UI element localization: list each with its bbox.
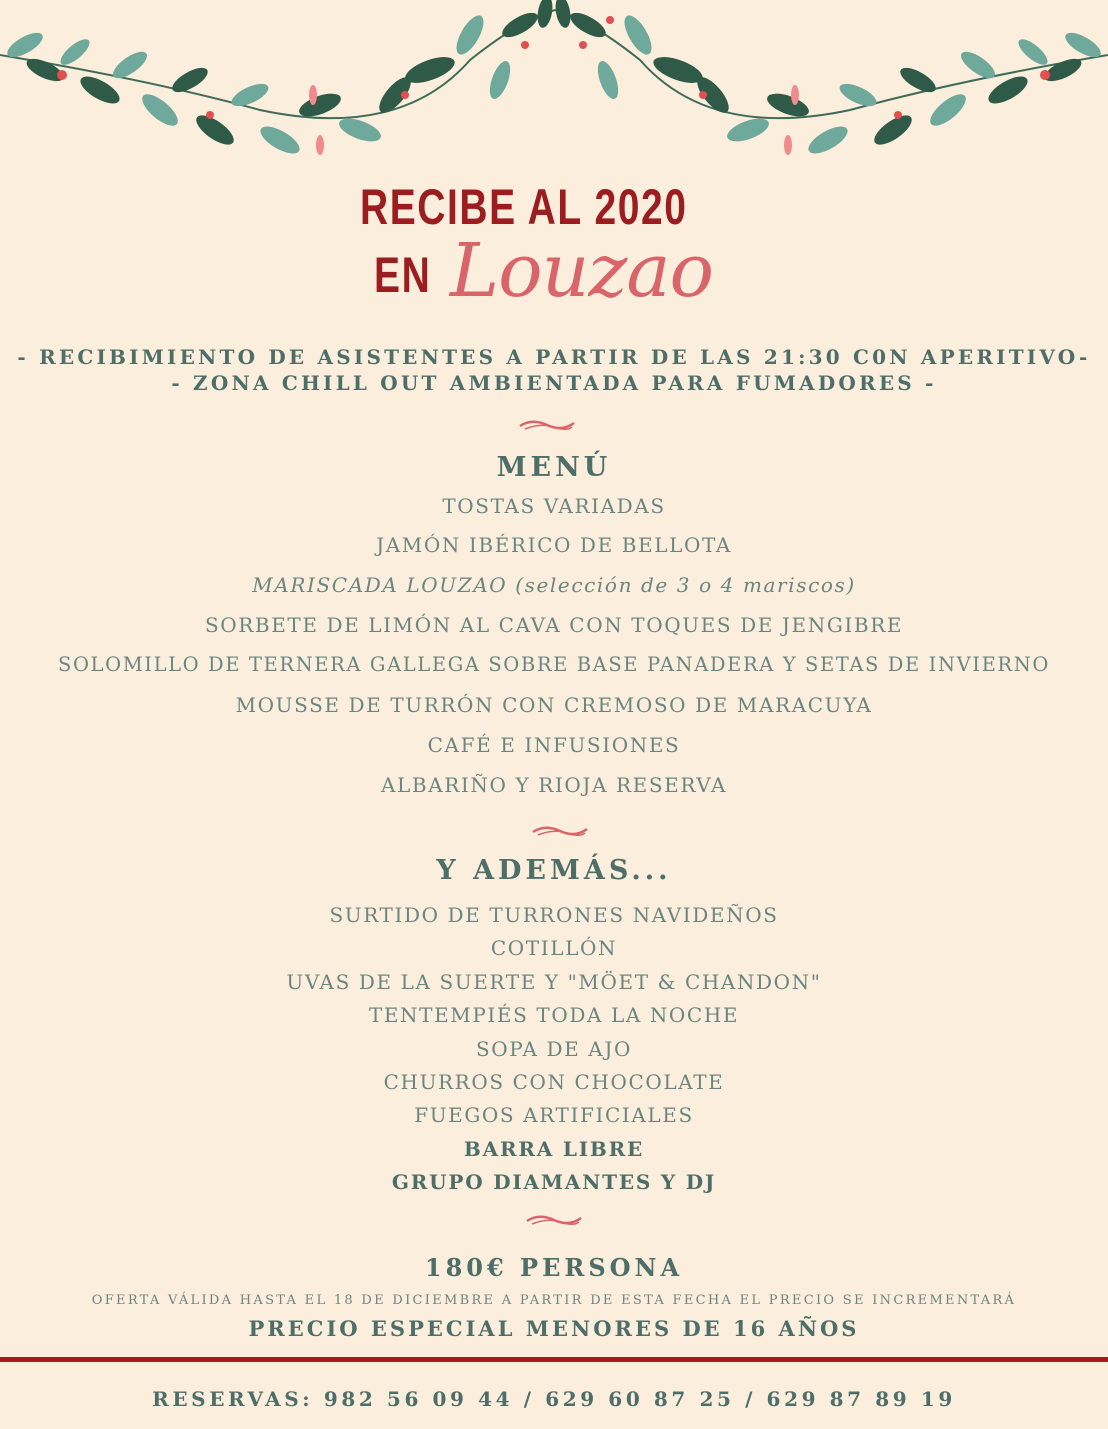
menu-heading: MENÚ	[496, 452, 612, 483]
menu-item: ALBARIÑO Y RIOJA RESERVA	[380, 773, 728, 797]
title-line-1: RECIBE AL 2020	[360, 179, 688, 235]
extras-item: COTILLÓN	[490, 936, 618, 960]
flourish-divider	[517, 416, 577, 434]
reservations-phones: RESERVAS: 982 56 09 44 / 629 60 87 25 / 629 87 89 19	[152, 1387, 956, 1411]
price-note: OFERTA VÁLIDA HASTA EL 18 DE DICIEMBRE A PARTIR DE ESTA FECHA EL PRECIO SE INCREMENTARÁ	[91, 1293, 1017, 1308]
footer-rule	[0, 1357, 1108, 1362]
garland-decoration	[0, 0, 1108, 170]
extras-item: UVAS DE LA SUERTE Y "MÖET & CHANDON"	[286, 970, 822, 994]
price-main: 180€ PERSONA	[424, 1253, 684, 1282]
flourish-divider	[524, 1211, 584, 1229]
extras-heading: Y ADEMÁS...	[436, 855, 672, 886]
title-line-2-prefix: EN	[374, 247, 432, 303]
intro-line-2: - ZONA CHILL OUT AMBIENTADA PARA FUMADORES -	[171, 371, 937, 395]
menu-item: SOLOMILLO DE TERNERA GALLEGA SOBRE BASE PANADERA Y SETAS DE INVIERNO	[58, 653, 1050, 676]
extras-item: SOPA DE AJO	[476, 1037, 632, 1061]
extras-item: CHURROS CON CHOCOLATE	[383, 1070, 725, 1094]
menu-item: CAFÉ E INFUSIONES	[427, 733, 681, 757]
price-special: PRECIO ESPECIAL MENORES DE 16 AÑOS	[248, 1316, 860, 1341]
title-script-name: Louzao	[450, 228, 714, 314]
menu-item: MARISCADA LOUZAO (selección de 3 o 4 mariscos)	[252, 573, 856, 597]
extras-bold-item: GRUPO DIAMANTES Y DJ	[391, 1170, 717, 1194]
extras-bold-item: BARRA LIBRE	[463, 1137, 645, 1161]
extras-item: SURTIDO DE TURRONES NAVIDEÑOS	[329, 903, 779, 927]
menu-item: TOSTAS VARIADAS	[442, 494, 666, 518]
extras-item: TENTEMPIÉS TODA LA NOCHE	[368, 1003, 740, 1027]
intro-line-1: - RECIBIMIENTO DE ASISTENTES A PARTIR DE LAS 21:30 C0N APERITIVO-	[17, 345, 1091, 369]
menu-item: MOUSSE DE TURRÓN CON CREMOSO DE MARACUYA	[235, 693, 873, 717]
flourish-divider	[530, 822, 590, 840]
menu-item: SORBETE DE LIMÓN AL CAVA CON TOQUES DE JENGIBRE	[204, 613, 904, 637]
extras-item: FUEGOS ARTIFICIALES	[414, 1103, 694, 1127]
menu-item: JAMÓN IBÉRICO DE BELLOTA	[376, 533, 732, 557]
